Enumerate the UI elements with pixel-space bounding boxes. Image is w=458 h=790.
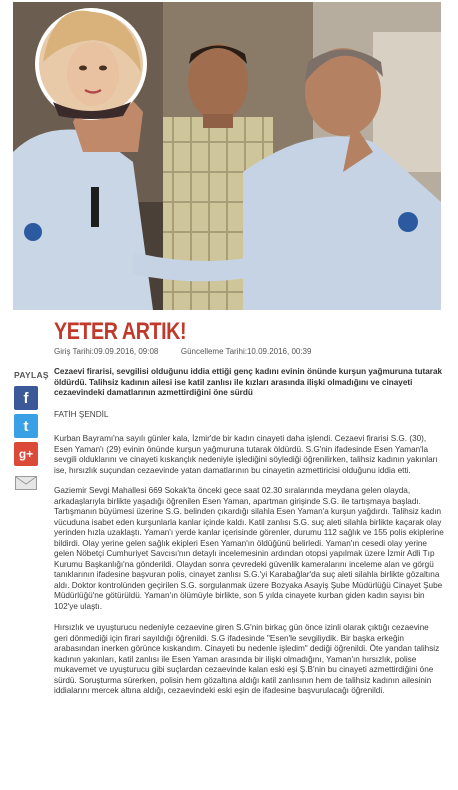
share-label: PAYLAŞ [14, 370, 49, 380]
google-plus-icon: g+ [18, 447, 34, 461]
article-paragraph: Kurban Bayramı'na sayılı günler kala, İzmir'de bir kadın cinayeti daha işlendi. Cezaevi firarisi S.G. (30), Esen Yaman'ı (29) evinin önünde kurşun yağmuruna tutarak öldürdü. S.G'nin ifadesinde Esen Yaman'la sevgili olduklarını ve cinayeti kıskançlık nedeniyle işlediğini söylediği öğrenilirken, talihsiz kadının yakınları ise, hırsızlık suçundan cezaevinde yatan damatlarının bu cinayetin azmettiricisi olduğunu iddia etti. [54, 434, 438, 475]
headline: YETER ARTIK! [54, 318, 187, 345]
article-lead: Cezaevi firarisi, sevgilisi olduğunu iddia ettiği genç kadını evinin önünde kurşun yağmuruna tutarak öldürdü. Talihsiz kadının ailesi ise katil zanlısı ile kızları arasında ilişki olmadığını ve cinayeti cezaevindeki damatlarının azmettirdiğini öne sürdü [54, 367, 443, 397]
facebook-share-button[interactable] [14, 386, 38, 410]
hero-photo [13, 2, 441, 310]
updated-label: Güncelleme Tarihi: [180, 347, 247, 356]
twitter-share-button[interactable] [14, 414, 38, 438]
twitter-icon: t [23, 417, 29, 435]
published-label: Giriş Tarihi: [54, 347, 94, 356]
updated-date: 10.09.2016, 00:39 [246, 347, 312, 356]
article-paragraph: Gaziemir Sevgi Mahallesi 669 Sokak'ta önceki gece saat 02.30 sıralarında meydana gelen olayda, arkadaşlarıyla birlikte yaşadığı öğrenilen Esen Yaman, apartman girişinde S.G. ile tartışmaya başladı. Tartışmanın büyümesi üzerine S.G. belinden çıkardığı silahla Esen Yaman'a kurşun yağdırdı. Talihsiz kadın vücuduna isabet eden kurşunlarla kanlar içinde kaldı. Katil zanlısı S.G. suç aleti silahla birlikte kaçarak olay yerinden hızla uzaklaştı. Yaman'ı yerde kanlar içerisinde görenler, durumu 112 sağlık ve 155 polis ekiplerine bildirdi. Olay yerine gelen sağlık ekipleri Esen Yaman'ın öldüğünü belirledi. Yaman'ın cesedi olay yerine gelen Nöbetçi Cumhuriyet Savcısı'nın detaylı incelemesinin ardından otopsi yapılmak üzere İzmir Adli Tıp Kurumu Başkanlığı'na gönderildi. Olaydan sonra çevredeki güvenlik kameralarını inceleme alan ve görgü tanıklarının ifadesine başvuran polis, cinayet zanlısı S.G.'yi Karabağlar'da suç aleti silahla birlikte gözaltına aldı. Doktor kontrolünden geçirilen S.G. sorgulanmak üzere Bozyaka Asayiş Şube Müdürlüğü Cinayet Şube Müdürlüğü'ne götürüldü. Yaman'ın ölümüyle birlikte, son 5 yılda cinayete kurban giden kadın sayısı bin 102'ye ulaştı. [54, 486, 444, 611]
mail-icon[interactable] [15, 476, 37, 490]
dates [54, 347, 311, 356]
published-date: 09.09.2016, 09:08 [93, 347, 159, 356]
facebook-icon: f [23, 389, 29, 407]
hero-photo-illustration [13, 2, 441, 310]
share-bar [14, 370, 49, 495]
article-body [54, 367, 444, 697]
google-plus-share-button[interactable] [14, 442, 38, 466]
article-paragraph: Hırsızlık ve uyuşturucu nedeniyle cezaevine giren S.G'nin birkaç gün önce izinli olarak çıktığı cezaevine geri dönmediği için firari sayıldığı öğrenildi. S.G ifadesinde "Esen'le sevgiliydik. Bir başka erkeğin arabasından inerken görünce kıskandım. Cinayeti bu nedenle işledim" dediği öğrenildi. Öte yandan talihsiz kadının yakınları, katil zanlısı ile Esen Yaman arasında bir ilişki olmadığını, Yaman'ın hırsızlık, polise mukavemet ve uyuşturucu gibi suçlardan cezaevinde kalan eski eşi Ş.B'nin bu cinayeti azmettirdiğini öne sürdü. Soruşturma sürerken, polisin hem gözaltına aldığı katil zanlısının hem de talihsiz kadının ailesinin iddialarını mercek altına aldığı, cezaevindeki eski eşin de ifadesine başvurulacağı öğrenildi. [54, 623, 440, 695]
author-name: FATİH ŞENDİL [54, 409, 109, 419]
